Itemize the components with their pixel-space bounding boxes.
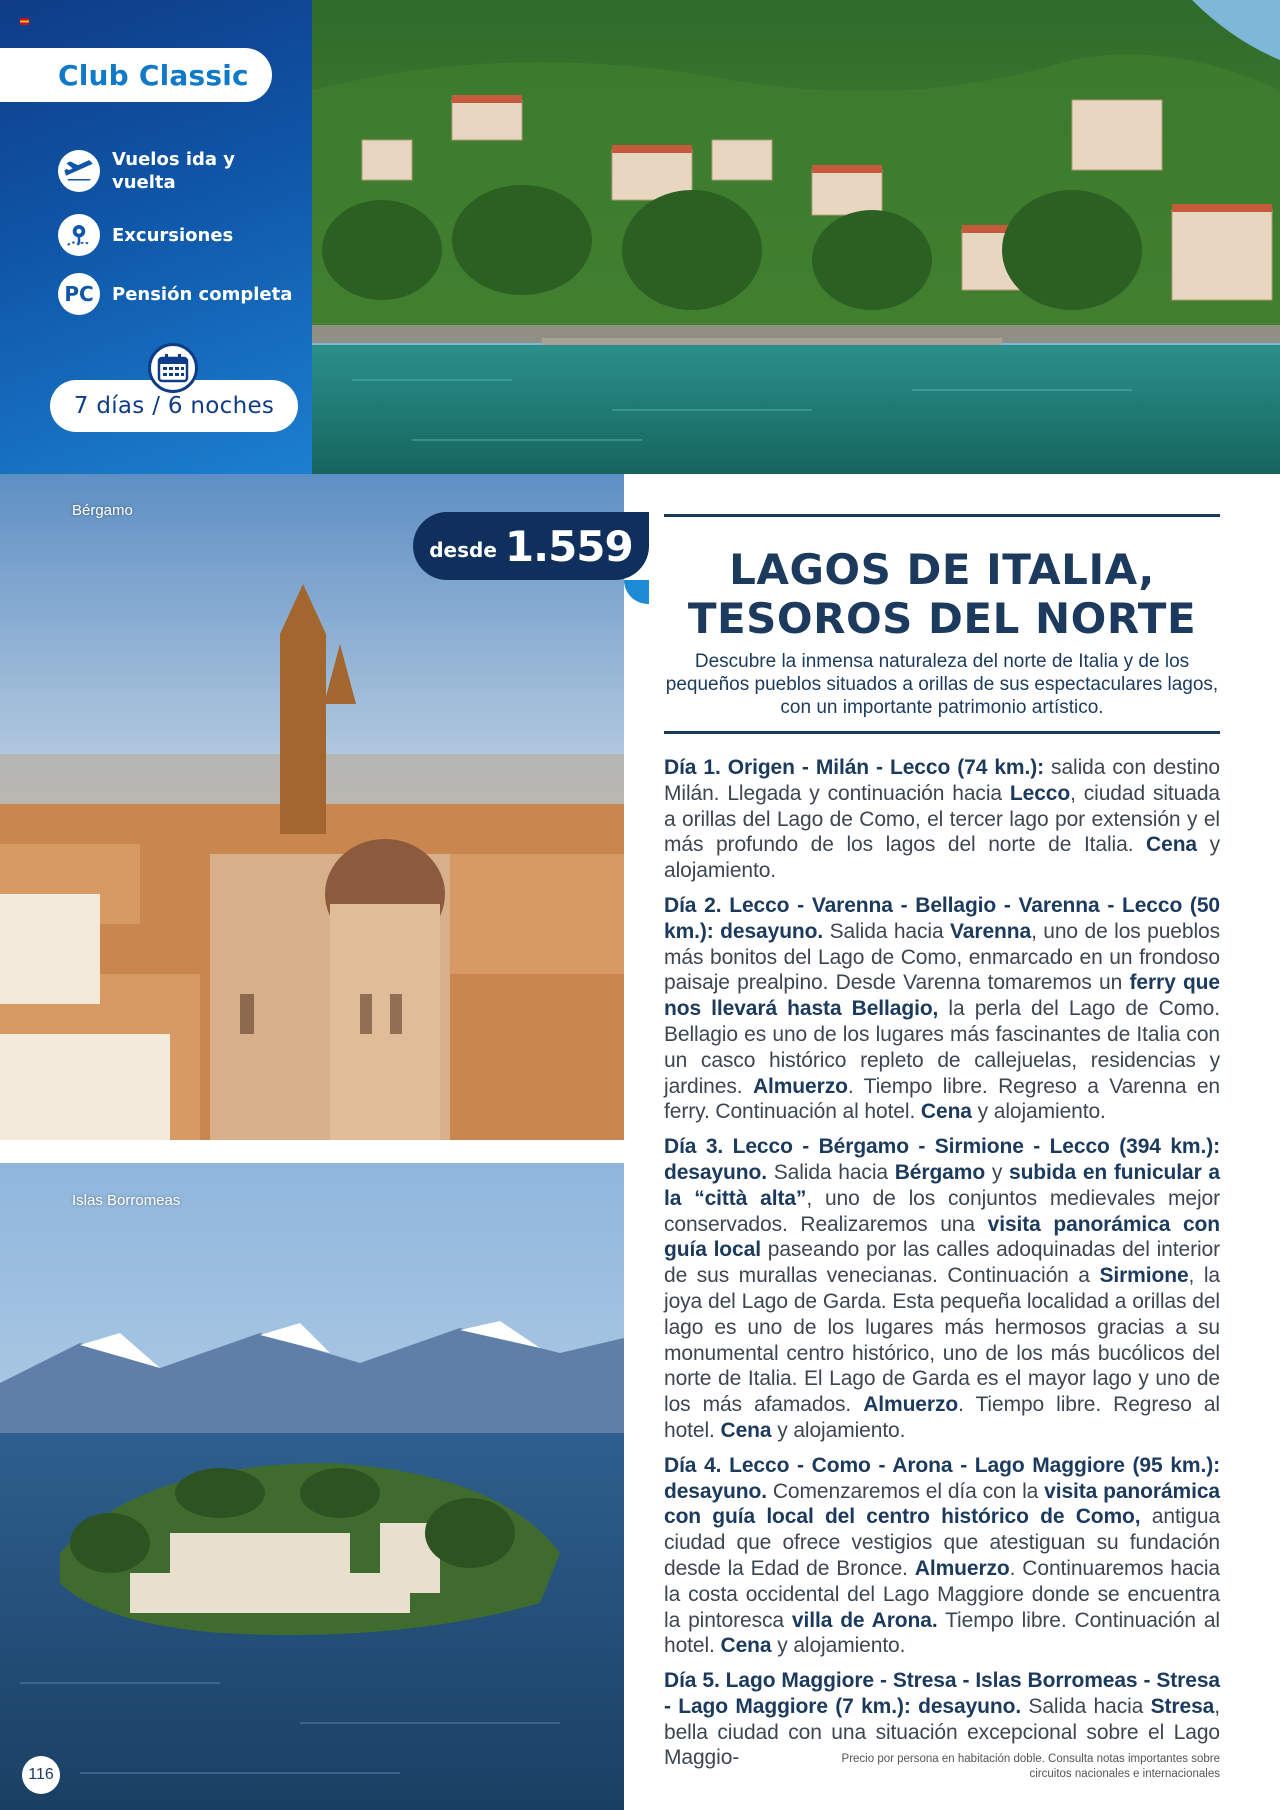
calendar-icon (148, 343, 198, 393)
itinerary (664, 755, 1220, 1780)
price-prefix: desde (429, 538, 497, 562)
highlight-text: villa de Arona. (791, 1608, 938, 1632)
day-text: y alojamiento. (771, 1418, 906, 1442)
price-amount: 1.559 (504, 521, 633, 571)
highlight-text: ferry que nos llevará hasta Bellagio, (664, 971, 1220, 1021)
highlight-text: visita panorámica con guía local del centro histórico de Como, (664, 1479, 1221, 1529)
day-text: , ciudad situada a orillas del Lago de Como, el tercer lago por extensión y el más profundo de los lagos del norte de Italia. (664, 781, 1220, 857)
highlight-text: Cena (1146, 833, 1197, 857)
feature-flights-label: Vuelos ida y vuelta (112, 149, 236, 193)
footnote-line-1: Precio por persona en habitación doble. Consulta notas importantes sobre (841, 1753, 1220, 1765)
feature-excursions (58, 214, 233, 256)
day-text: , la joya del Lago de Garda. Esta pequeña localidad a orillas del lago es uno de los lugares más hermosos gracias a su monumental centro histórico, uno de los más bucólicos del norte de Italia. El Lago de Garda es el mayor lago y uno de los más afamados. (664, 1264, 1220, 1417)
price-badge (413, 512, 649, 580)
feature-excursions-label: Excursiones (112, 224, 234, 246)
day-heading: Día 5. Lago Maggiore - Stresa - Islas Borromeas - Stresa - Lago Maggiore (7 km.): desayuno. (664, 1669, 1220, 1718)
title-rule-top (664, 514, 1220, 517)
feature-full-board-label: Pensión completa (112, 283, 293, 305)
trip-info-panel (0, 0, 312, 474)
borromean-islands-photo (0, 1163, 624, 1810)
day-text: . Tiempo libre. Regreso al hotel. (664, 1393, 1220, 1442)
highlight-text: Cena (920, 1100, 972, 1124)
price-badge-tail (624, 580, 649, 604)
day-text: . Tiempo libre. Regreso a Varenna en ferry. Continuación al hotel. (664, 1074, 1221, 1124)
day-text: y alojamiento. (771, 1634, 906, 1658)
day-text: , uno de los conjuntos medievales mejor conservados. Realizaremos una (664, 1186, 1220, 1236)
highlight-text: Lecco (1009, 781, 1071, 805)
excursion-pin-icon (58, 214, 100, 256)
highlight-text: Cena (720, 1418, 772, 1442)
highlight-text: Almuerzo (863, 1393, 959, 1417)
intro-text: Descubre la inmensa naturaleza del norte de Italia y de los pequeños pueblos situados a orillas de sus espectaculares lagos, con un importante patrimonio artístico. (665, 651, 1219, 718)
duration-text: 7 días / 6 noches (73, 393, 275, 419)
day-text: paseando por las calles adoquinadas del interior de sus murallas venecianas. Continuación a (664, 1238, 1221, 1288)
day-heading: Día 4. Lecco - Como - Arona - Lago Maggiore (95 km.): desayuno. (664, 1453, 1220, 1503)
day-text: , uno de los pueblos más bonitos del Lago de Como, enmarcado en un frondoso paisaje prealpino. Desde Varenna tomaremos un (664, 919, 1221, 995)
flag-icon (20, 18, 29, 25)
day-text: y (985, 1160, 1009, 1184)
day-text: y alojamiento. (664, 833, 1221, 883)
page-number: 116 (22, 1756, 60, 1794)
pc-code: PC (64, 282, 94, 306)
pc-icon (58, 273, 100, 315)
day-text: . Continuaremos hacia la costa occidental del Lago Maggiore donde se encuentra la pintoresca (664, 1556, 1220, 1632)
title-line-2: TESOROS DEL NORTE (687, 594, 1197, 643)
bergamo-caption: Bérgamo (72, 502, 133, 519)
highlight-text: Sirmione (1099, 1264, 1189, 1288)
feature-full-board (58, 273, 292, 315)
day-text: Salida hacia (766, 1160, 895, 1184)
footnote-line-2: circuitos nacionales e internacionales (1029, 1768, 1220, 1780)
feature-flights (58, 148, 242, 194)
price-footnote (780, 1752, 1220, 1782)
title-rule-bottom (664, 731, 1220, 734)
day-text: , bella ciudad con una situación excepcional sobre el Lago Maggio- (664, 1694, 1220, 1770)
highlight-text: subida en funicular a la “città alta” (664, 1160, 1220, 1210)
day-heading: Día 1. Origen - Milán - Lecco (74 km.): (664, 756, 1044, 779)
islands-caption: Islas Borromeas (72, 1192, 181, 1209)
day-text: salida con destino Milán. Llegada y continuación hacia (664, 756, 1220, 805)
highlight-text: visita panorámica con guía local (664, 1212, 1220, 1262)
day-text: y alojamiento. (971, 1100, 1106, 1124)
highlight-text: Stresa (1150, 1694, 1215, 1718)
highlight-text: Almuerzo (752, 1074, 848, 1098)
day-text: Salida hacia (1021, 1694, 1151, 1718)
itinerary-day-2 (664, 893, 1220, 1125)
itinerary-day-1 (664, 755, 1220, 884)
day-text: Comenzaremos el día con la (766, 1479, 1045, 1503)
lake-village-photo (312, 0, 1280, 474)
plane-icon (58, 150, 100, 192)
club-classic-badge (0, 48, 272, 102)
itinerary-day-4 (664, 1453, 1220, 1659)
highlight-text: Cena (720, 1634, 772, 1658)
day-text: la perla del Lago de Como. Bellagio es uno de los lugares más fascinantes de Italia con un casco histórico repleto de callejuelas, residencias y jardines. (664, 997, 1220, 1098)
club-label: Club Classic (58, 58, 249, 92)
day-text: antigua ciudad que ofrece vestigios que atestiguan su fundación desde la Edad de Bronce. (664, 1505, 1220, 1580)
day-heading: Día 2. Lecco - Varenna - Bellagio - Varenna - Lecco (50 km.): desayuno. (664, 893, 1220, 943)
title-line-1: LAGOS DE ITALIA, (729, 545, 1155, 594)
day-text: Salida hacia (823, 919, 951, 943)
day-text: Tiempo libre. Continuación al hotel. (664, 1608, 1220, 1658)
itinerary-day-3 (664, 1134, 1220, 1444)
page-title (664, 545, 1220, 643)
highlight-text: Bérgamo (894, 1160, 986, 1184)
highlight-text: Almuerzo (914, 1556, 1010, 1580)
day-heading: Día 3. Lecco - Bérgamo - Sirmione - Lecco (394 km.): desayuno. (664, 1135, 1220, 1184)
highlight-text: Varenna (950, 919, 1032, 943)
